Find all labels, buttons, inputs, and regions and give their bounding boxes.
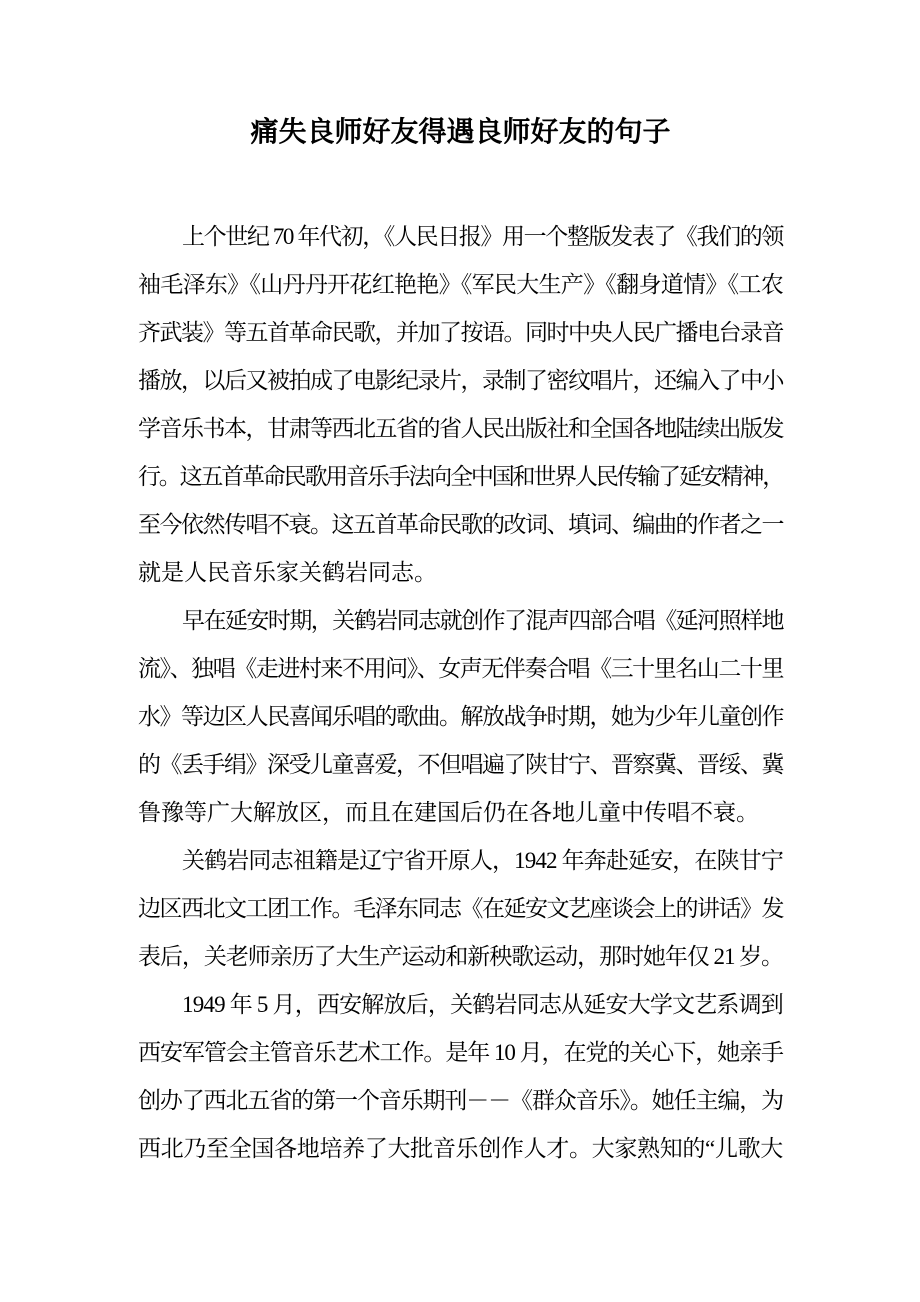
- text-line: [138, 405, 783, 453]
- line-text: 行。这五首革命民歌用音乐手法向全中国和世界人民传输了延安精神，: [138, 464, 784, 489]
- line-text: 就是人民音乐家关鹤岩同志。: [138, 560, 437, 585]
- line-text: 的《丢手绢》深受儿童喜爱，不但唱遍了陕甘宁、晋察冀、晋绥、冀: [138, 752, 783, 777]
- text-line: [138, 645, 783, 693]
- line-text: 西安军管会主管音乐艺术工作。是年 10 月，在党的关心下，她亲手: [138, 1040, 783, 1065]
- text-line: [138, 549, 783, 597]
- text-line: [138, 933, 783, 981]
- line-text: 边区西北文工团工作。毛泽东同志《在延安文艺座谈会上的讲话》发: [138, 896, 783, 921]
- text-line: [138, 741, 783, 789]
- text-line: [138, 357, 783, 405]
- text-line: [138, 597, 783, 645]
- paragraph-1: [138, 213, 783, 597]
- line-text: 早在延安时期，关鹤岩同志就创作了混声四部合唱《延河照样地: [182, 608, 784, 633]
- line-text: 袖毛泽东》《山丹丹开花红艳艳》《军民大生产》《翻身道情》《工农: [138, 272, 784, 297]
- line-text: 流》、独唱《走进村来不用问》、女声无伴奏合唱《三十里名山二十里: [138, 656, 784, 681]
- line-text: 创办了西北五省的第一个音乐期刊－－《群众音乐》。她任主编，为: [138, 1088, 784, 1113]
- line-text: 鲁豫等广大解放区，而且在建国后仍在各地儿童中传唱不衰。: [138, 800, 759, 825]
- text-line: [138, 1029, 783, 1077]
- line-text: 学音乐书本，甘肃等西北五省的省人民出版社和全国各地陆续出版发: [138, 416, 783, 441]
- line-text: 西北乃至全国各地培养了大批音乐创作人才。大家熟知的“儿歌大: [138, 1136, 783, 1161]
- text-line: [138, 885, 783, 933]
- text-line: [138, 213, 783, 261]
- line-text: 关鹤岩同志祖籍是辽宁省开原人，1942 年奔赴延安，在陕甘宁: [182, 848, 784, 873]
- line-text: 水》等边区人民喜闻乐唱的歌曲。解放战争时期，她为少年儿童创作: [138, 704, 783, 729]
- document-title: 痛失良师好友得遇良师好友的句子: [250, 115, 671, 148]
- line-text: 齐武装》等五首革命民歌，并加了按语。同时中央人民广播电台录音: [138, 320, 783, 345]
- text-line: [138, 981, 783, 1029]
- text-line: [138, 261, 783, 309]
- text-line: [138, 1125, 783, 1173]
- line-text: 播放，以后又被拍成了电影纪录片，录制了密纹唱片，还编入了中小: [138, 368, 783, 393]
- paragraph-4: [138, 981, 783, 1173]
- text-line: [138, 693, 783, 741]
- line-text: 上个世纪 70 年代初，《人民日报》用一个整版发表了《我们的领: [182, 224, 784, 249]
- text-line: [138, 501, 783, 549]
- text-line: [138, 837, 783, 885]
- line-text: 1949 年 5 月，西安解放后，关鹤岩同志从延安大学文艺系调到: [182, 992, 783, 1017]
- text-line: [138, 1077, 783, 1125]
- text-line: [138, 453, 783, 501]
- text-line: [138, 789, 783, 837]
- line-text: 表后，关老师亲历了大生产运动和新秧歌运动，那时她年仅 21 岁。: [138, 944, 783, 969]
- text-line: [138, 309, 783, 357]
- paragraph-2: [138, 597, 783, 837]
- line-text: 至今依然传唱不衰。这五首革命民歌的改词、填词、编曲的作者之一: [138, 512, 783, 537]
- paragraph-3: [138, 837, 783, 981]
